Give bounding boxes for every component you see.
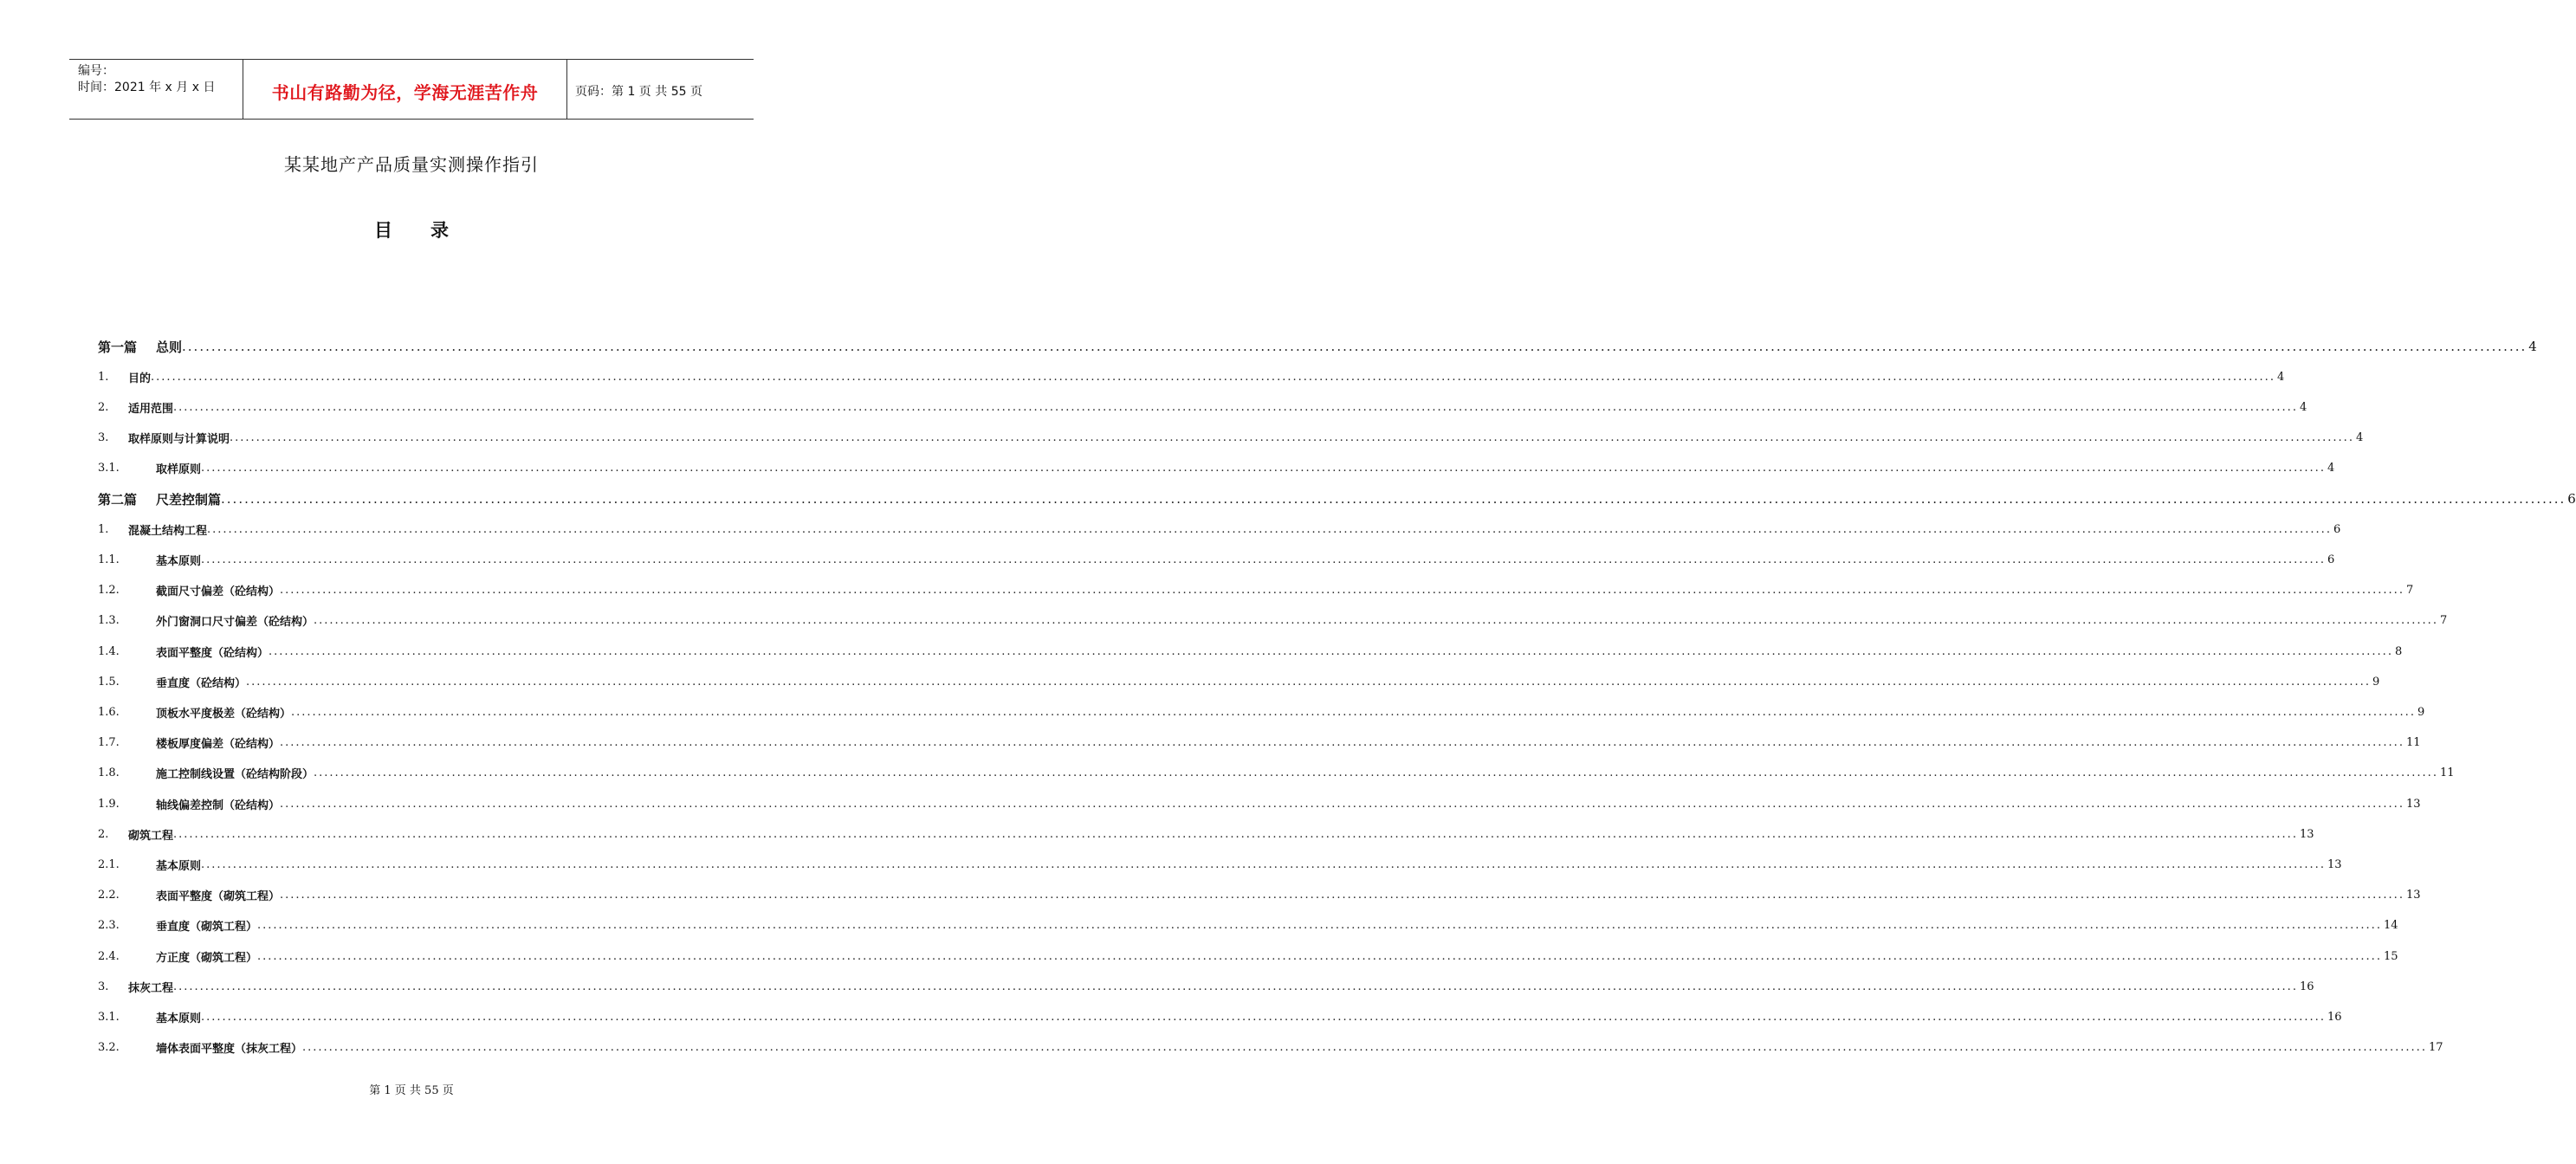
toc-entry-number: 第二篇 (98, 491, 138, 508)
toc-entry-number: 2. (98, 400, 109, 414)
header-motto: 书山有路勤为径，学海无涯苦作舟 (271, 82, 539, 103)
toc-entry[interactable] (98, 1006, 2342, 1027)
document-title: 某某地产产品质量实测操作指引 (284, 154, 539, 175)
toc-entry[interactable] (98, 1038, 2443, 1058)
toc-entry-page: 4 (2276, 370, 2285, 384)
toc-entry-label: 抹灰工程 (128, 981, 174, 995)
toc-entry-leader: ................................................................................................................................................................................................................................................................................................................................................................................................................ (314, 766, 2438, 780)
toc-entry[interactable] (98, 549, 2335, 570)
toc-entry-number: 1.8. (98, 766, 120, 780)
toc-entry-label: 施工控制线设置（砼结构阶段） (156, 768, 314, 782)
toc-entry-leader: ................................................................................................................................................................................................................................................................................................................................................................................................................ (280, 889, 2404, 902)
toc-entry-number: 1.3. (98, 614, 120, 628)
toc-entry-leader: ................................................................................................................................................................................................................................................................................................................................................................................................................ (173, 980, 2298, 993)
toc-entry-number: 2.3. (98, 919, 120, 933)
toc-entry-leader: ................................................................................................................................................................................................................................................................................................................................................................................................................ (151, 370, 2275, 384)
toc-entry-label: 楼板厚度偏差（砼结构） (156, 738, 281, 752)
toc-entry-page: 15 (2383, 949, 2398, 963)
header-page-cell (566, 60, 754, 119)
toc-entry-leader: ................................................................................................................................................................................................................................................................................................................................................................................................................ (269, 644, 2393, 658)
toc-entry-page: 8 (2394, 644, 2403, 658)
toc-entry-leader: ................................................................................................................................................................................................................................................................................................................................................................................................................ (314, 614, 2438, 628)
toc-entry-page: 4 (2299, 400, 2307, 414)
document-date-label: 时间：2021 年 x 月 x 日 (78, 81, 216, 94)
toc-entry[interactable] (98, 976, 2314, 997)
toc-entry-leader: ................................................................................................................................................................................................................................................................................................................................................................................................................ (280, 797, 2404, 811)
toc-entry[interactable] (98, 824, 2314, 844)
toc-entry-label: 混凝土结构工程 (128, 524, 208, 538)
toc-entry-label: 表面平整度（砌筑工程） (156, 890, 281, 904)
toc-entry-page: 11 (2405, 736, 2421, 750)
toc-entry[interactable] (98, 336, 2537, 357)
toc-entry-label: 取样原则 (156, 463, 202, 477)
header-page-info: 页码：第 1 页 共 55 页 (575, 85, 702, 99)
toc-entry-leader: ................................................................................................................................................................................................................................................................................................................................................................................................................ (207, 522, 2332, 536)
toc-entry-label: 总则 (156, 339, 183, 355)
toc-entry-label: 外门窗洞口尺寸偏差（砼结构） (156, 616, 314, 630)
toc-entry[interactable] (98, 702, 2425, 722)
toc-entry-number: 1.5. (98, 675, 120, 689)
toc-entry-number: 2.1. (98, 857, 120, 871)
toc-entry-page: 17 (2428, 1041, 2443, 1055)
toc-entry-page: 7 (2439, 614, 2448, 628)
toc-entry[interactable] (98, 946, 2398, 967)
toc-entry-number: 第一篇 (98, 339, 138, 355)
toc-entry[interactable] (98, 763, 2455, 784)
toc-entry-leader: ................................................................................................................................................................................................................................................................................................................................................................................................................ (201, 857, 2326, 871)
toc-entry-label: 墙体表面平整度（抹灰工程） (156, 1043, 303, 1057)
toc-entry-page: 4 (2355, 431, 2364, 445)
toc-entry-number: 2.4. (98, 949, 120, 963)
page-header (69, 59, 754, 120)
toc-entry-number: 3.1. (98, 462, 120, 475)
toc-entry-leader: ................................................................................................................................................................................................................................................................................................................................................................................................................ (257, 919, 2382, 933)
toc-entry[interactable] (98, 671, 2380, 692)
toc-entry-leader: ................................................................................................................................................................................................................................................................................................................................................................................................................ (291, 705, 2416, 719)
toc-entry-page: 9 (2372, 675, 2380, 689)
toc-entry[interactable] (98, 458, 2335, 479)
toc-entry-label: 顶板水平度极差（砼结构） (156, 707, 292, 721)
toc-entry-label: 基本原则 (156, 554, 202, 568)
toc-entry-label: 目的 (128, 372, 152, 385)
toc-entry[interactable] (98, 580, 2414, 601)
toc-entry-number: 2. (98, 827, 109, 841)
toc-entry-number: 1.9. (98, 797, 120, 811)
page-footer: 第 1 页 共 55 页 (369, 1084, 454, 1097)
toc-entry[interactable] (98, 397, 2307, 417)
toc-entry-page: 11 (2439, 766, 2455, 780)
toc-entry-label: 尺差控制篇 (156, 491, 222, 508)
toc-entry-number: 1.2. (98, 584, 120, 598)
toc-heading-char: 录 (430, 220, 449, 241)
toc-entry-leader: ................................................................................................................................................................................................................................................................................................................................................................................................................ (221, 491, 2566, 507)
toc-entry-number: 3.1. (98, 1010, 120, 1024)
toc-entry-number: 1.1. (98, 553, 120, 566)
toc-entry-label: 砌筑工程 (128, 829, 174, 843)
toc-entry-label: 垂直度（砼结构） (156, 676, 247, 690)
toc-entry-number: 2.2. (98, 889, 120, 902)
document-number-label: 编号： (78, 64, 114, 78)
toc-entry-label: 轴线偏差控制（砼结构） (156, 799, 281, 812)
toc-entry-number: 3. (98, 431, 109, 445)
toc-entry-page: 14 (2383, 919, 2398, 933)
toc-entry-page: 6 (2333, 522, 2341, 536)
toc-entry-label: 表面平整度（砼结构） (156, 646, 269, 660)
toc-entry-label: 垂直度（砌筑工程） (156, 921, 258, 934)
toc-entry-page: 4 (2327, 462, 2335, 475)
toc-entry[interactable] (98, 733, 2421, 753)
toc-entry-page: 6 (2567, 491, 2576, 507)
toc-entry-page: 16 (2327, 1010, 2342, 1024)
toc-entry-page: 4 (2528, 339, 2537, 354)
toc-entry-label: 取样原则与计算说明 (128, 433, 230, 447)
toc-entry-page: 9 (2417, 705, 2425, 719)
toc-entry-number: 1.4. (98, 644, 120, 658)
toc-entry-number: 1. (98, 522, 109, 536)
toc-entry-label: 基本原则 (156, 859, 202, 873)
toc-entry-leader: ................................................................................................................................................................................................................................................................................................................................................................................................................ (246, 675, 2371, 689)
toc-entry-leader: ................................................................................................................................................................................................................................................................................................................................................................................................................ (182, 339, 2527, 354)
toc-entry-leader: ................................................................................................................................................................................................................................................................................................................................................................................................................ (230, 431, 2354, 445)
header-motto-cell (243, 60, 567, 119)
toc-entry[interactable] (98, 854, 2342, 875)
toc-entry-label: 截面尺寸偏差（砼结构） (156, 585, 281, 599)
toc-entry-leader: ................................................................................................................................................................................................................................................................................................................................................................................................................ (201, 1010, 2326, 1024)
toc-entry-leader: ................................................................................................................................................................................................................................................................................................................................................................................................................ (302, 1041, 2427, 1055)
toc-entry-number: 3.2. (98, 1041, 120, 1055)
toc-entry[interactable] (98, 519, 2341, 540)
toc-entry-page: 13 (2405, 797, 2421, 811)
toc-entry-leader: ................................................................................................................................................................................................................................................................................................................................................................................................................ (280, 584, 2404, 598)
toc-entry-number: 1.6. (98, 705, 120, 719)
toc-entry-page: 13 (2405, 889, 2421, 902)
toc-entry-number: 1. (98, 370, 109, 384)
toc-entry-page: 6 (2327, 553, 2335, 566)
toc-entry-page: 16 (2299, 980, 2314, 993)
toc-entry[interactable] (98, 428, 2364, 449)
toc-entry-page: 13 (2327, 857, 2342, 871)
header-left-cell (69, 60, 243, 119)
toc-entry[interactable] (98, 611, 2448, 631)
toc-heading-char: 目 (374, 220, 392, 241)
toc-entry-leader: ................................................................................................................................................................................................................................................................................................................................................................................................................ (173, 827, 2298, 841)
toc-entry[interactable] (98, 366, 2285, 387)
toc-entry-number: 3. (98, 980, 109, 993)
toc-entry-label: 基本原则 (156, 1012, 202, 1025)
toc-entry-label: 方正度（砌筑工程） (156, 951, 258, 965)
toc-entry-label: 适用范围 (128, 402, 174, 416)
toc-entry-page: 7 (2405, 584, 2414, 598)
toc-entry-leader: ................................................................................................................................................................................................................................................................................................................................................................................................................ (257, 949, 2382, 963)
toc-heading (0, 217, 823, 242)
toc-entry-leader: ................................................................................................................................................................................................................................................................................................................................................................................................................ (201, 462, 2326, 475)
toc-entry[interactable] (98, 885, 2421, 906)
toc-entry[interactable] (98, 915, 2398, 936)
toc-entry-leader: ................................................................................................................................................................................................................................................................................................................................................................................................................ (173, 400, 2298, 414)
toc-entry[interactable] (98, 488, 2576, 509)
toc-entry[interactable] (98, 641, 2403, 662)
toc-entry-page: 13 (2299, 827, 2314, 841)
toc-entry-number: 1.7. (98, 736, 120, 750)
toc-entry-leader: ................................................................................................................................................................................................................................................................................................................................................................................................................ (280, 736, 2404, 750)
toc-entry[interactable] (98, 793, 2421, 814)
toc-entry-leader: ................................................................................................................................................................................................................................................................................................................................................................................................................ (201, 553, 2326, 566)
